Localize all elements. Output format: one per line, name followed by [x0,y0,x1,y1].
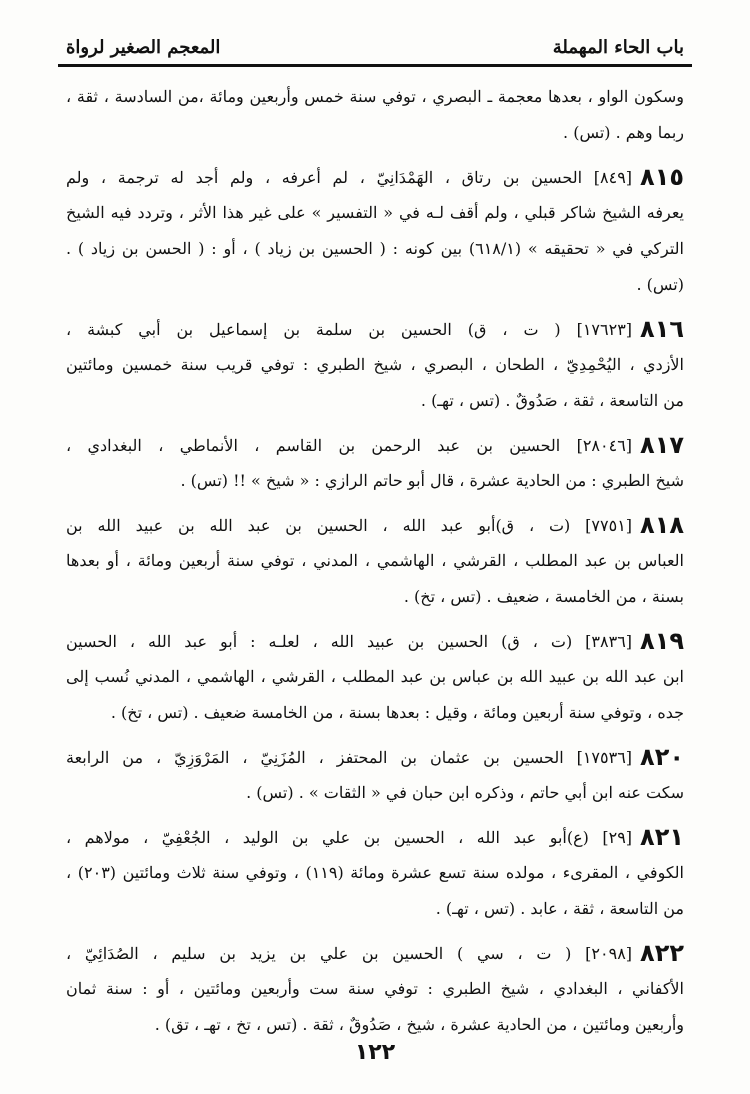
page-number: ١٢٢ [354,1040,396,1065]
entry [58,623,692,731]
continuation-paragraph [58,79,692,151]
entry-text: [٧٧٥١] (ت ، ق)أبو عبد الله ، الحسين بن عبد الله بن عبيد الله بن [66,516,633,535]
entry-number: ٨١٧ [640,431,684,459]
entry-text: شيخ الطبري : من الحادية عشرة ، قال أبو حاتم الرازي : « شيخ » !! (تس) . [180,471,684,490]
entry-text: من التاسعة ، ثقة ، عابد . (تس ، تهـ) . [435,899,684,918]
entry-text: الأكفاني ، البغدادي ، شيخ الطبري : توفي سنة ست وأربعين ومائتين ، أو : سنة ثمان [66,979,684,998]
running-header [58,28,692,58]
text-line [58,231,692,267]
entry [58,159,692,303]
header-chapter-title: باب الحاء المهملة [552,37,684,58]
text-line [58,659,692,695]
entry-text: [١٧٦٢٣] ( ت ، ق) الحسين بن سلمة بن إسماعيل بن أبي كبشة ، [66,320,633,339]
entry-number: ٨١٥ [640,163,684,191]
entry-text: التركي في « تحقيقه » (٦١٨/١) بين كونه : ( الحسين بن زياد ) ، أو : ( الحسن بن زياد ) . [66,239,685,258]
text-line [58,267,692,303]
entry [58,427,692,499]
text-line [58,463,692,499]
text-line [58,775,692,811]
text-line [58,1007,692,1043]
entry-text: وأربعين ومائتين ، من الحادية عشرة ، شيخ ، صَدُوقٌ ، ثقة . (تس ، تخ ، تهـ ، تق) . [154,1015,684,1034]
entry-number: ٨١٨ [640,511,684,539]
entry-text: [٣٨٣٦] (ت ، ق) الحسين بن عبيد الله ، لعلـه : أبو عبد الله ، الحسين [66,632,633,651]
entry [58,819,692,927]
text-line [58,383,692,419]
text-line [58,543,692,579]
text-line [58,311,692,347]
entry-number: ٨٢١ [640,823,684,851]
text-line [58,347,692,383]
text-line [58,695,692,731]
text-line [58,579,692,615]
text-line [58,195,692,231]
text-line [58,159,692,195]
entry-text: [٢٩] (ع)أبو عبد الله ، الحسين بن علي بن الوليد ، الجُعْفِيّ ، مولاهم ، [66,828,633,847]
text-line [58,739,692,775]
entry-text: من التاسعة ، ثقة ، صَدُوقٌ . (تس ، تهـ) . [420,391,684,410]
entry-number: ٨١٩ [640,627,684,655]
header-rule [58,64,692,67]
entry [58,935,692,1043]
text-line: وسكون الواو ، بعدها معجمة ـ البصري ، توفي سنة خمس وأربعين ومائة ،من السادسة ، ثقة ، [66,87,684,106]
text-line [58,623,692,659]
text-line [58,855,692,891]
entry-text: جده ، وتوفي سنة أربعين ومائة ، وقيل : بعدها بسنة ، من الخامسة ضعيف . (تس ، تخ) . [110,703,684,722]
text-line [58,891,692,927]
entry-text: (تس) . [636,275,684,294]
text-line [58,971,692,1007]
entry-text: [٨٤٩] الحسين بن رتاق ، الهَمْدَانِيّ ، لم أعرفه ، ولم أجد له ترجمة ، ولم [66,168,633,187]
entry [58,739,692,811]
text-line [58,427,692,463]
entry-number: ٨١٦ [640,315,684,343]
entry-text: بسنة ، من الخامسة ، ضعيف . (تس ، تخ) . [403,587,684,606]
entry-text: [١٧٥٣٦] الحسين بن عثمان بن المحتفز ، المُزَنِيّ ، المَرْوَزِيّ ، من الرابعة [66,748,633,767]
entry-text: الأزدي ، اليُحْمِدِيّ ، الطحان ، البصري ، شيخ الطبري : توفي قريب سنة خمسين ومائتين [66,355,684,374]
entry-text: [٢٨٠٤٦] الحسين بن عبد الرحمن بن القاسم ، الأنماطي ، البغدادي ، [66,436,633,455]
entry-number: ٨٢٠ [640,743,684,771]
entries-list [58,159,692,1043]
page-content [58,79,692,1043]
header-book-title: المعجم الصغير لرواة [66,37,221,58]
text-line [58,819,692,855]
entry-number: ٨٢٢ [640,939,684,967]
text-line [58,507,692,543]
entry-text: [٢٠٩٨] ( ت ، سي ) الحسين بن علي بن يزيد بن سليم ، الصُدَائِيّ ، [66,944,633,963]
entry [58,311,692,419]
text-line [58,935,692,971]
entry-text: ابن عبد الله بن عبيد الله بن عباس بن عبد المطلب ، القرشي ، الهاشمي ، المدني نُسب إلى [66,667,684,686]
entry-text: يعرفه الشيخ شاكر قبلي ، ولم أقف لـه في « التفسير » على غير هذا الأثر ، وتردد فيه الشيخ [66,203,684,222]
entry-text: سكت عنه ابن أبي حاتم ، وذكره ابن حبان في « الثقات » . (تس) . [246,783,684,802]
entry-text: الكوفي ، المقرىء ، مولده سنة تسع عشرة ومائة (١١٩) ، وتوفي سنة ثلاث ومائتين (٢٠٣) ، [66,863,684,882]
entry-text: العباس بن عبد المطلب ، القرشي ، الهاشمي ، المدني ، توفي سنة أربعين ومائة ، أو بعدها [66,551,684,570]
text-line: ربما وهم . (تس) . [563,123,684,142]
entry [58,507,692,615]
